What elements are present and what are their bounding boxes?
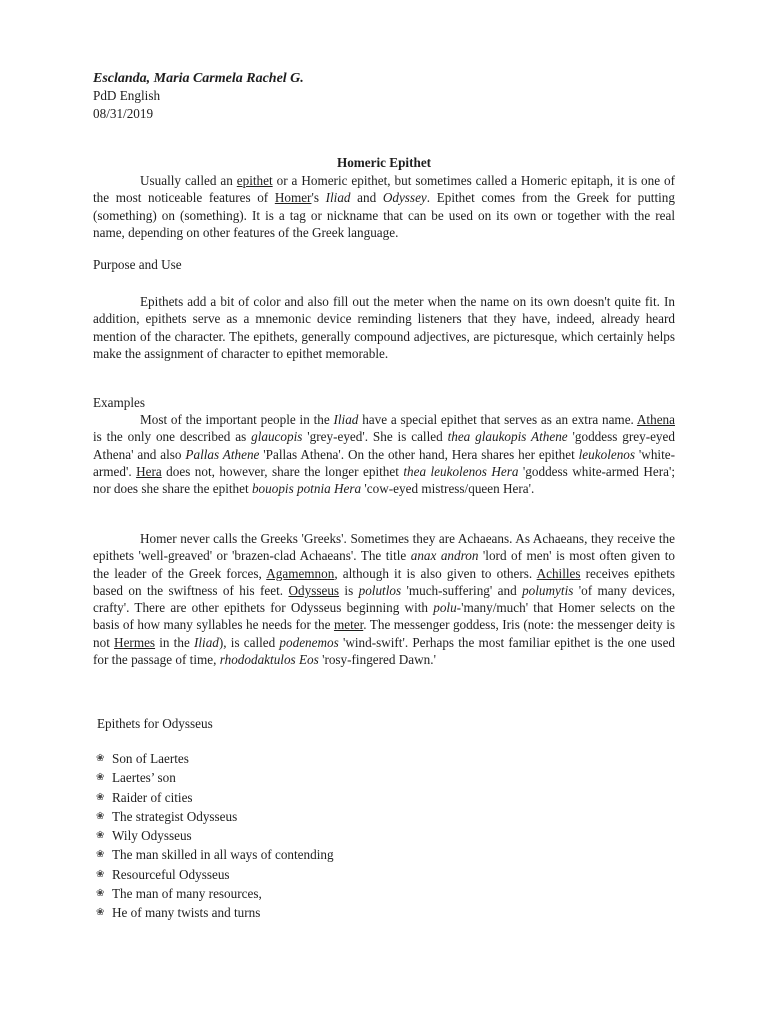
link-homer[interactable]: Homer (274, 190, 312, 206)
flower-bullet-icon: ❀ (96, 907, 105, 919)
document-title: Homeric Epithet (336, 155, 432, 170)
list-item (96, 845, 334, 864)
greeks-section (93, 530, 675, 668)
list-item (96, 826, 334, 845)
document-date: 08/31/2019 (93, 106, 154, 121)
list-item-text: Resourceful Odysseus (112, 866, 230, 882)
purpose-paragraph: Epithets add a bit of color and also fill out the meter when the name on its own doesn't quite fit. In addition, epithets serve as a mnemonic device reminding listeners that they have, indeed, already heard mention of the character. The epithets, generally compound adjectives, are picturesque, which certainly helps make the assignment of character to epithet memorable. (93, 294, 675, 361)
list-item-text: Son of Laertes (112, 751, 189, 766)
link-achilles[interactable]: Achilles (536, 565, 581, 581)
list-item-text: Wily Odysseus (112, 828, 192, 844)
flower-bullet-icon: ❀ (96, 868, 105, 880)
link-epithet[interactable]: epithet (236, 173, 273, 188)
list-item (96, 768, 334, 787)
link-meter[interactable]: meter (333, 617, 364, 633)
link-hera[interactable]: Hera (136, 463, 162, 479)
list-item-text: The man of many resources, (112, 886, 262, 902)
flower-bullet-icon: ❀ (96, 791, 105, 803)
flower-bullet-icon: ❀ (96, 753, 105, 764)
flower-bullet-icon: ❀ (96, 772, 105, 784)
list-item (96, 903, 334, 922)
purpose-heading: Purpose and Use (93, 257, 182, 272)
list-item (96, 788, 334, 807)
list-item-text: He of many twists and turns (112, 905, 261, 921)
link-agamemnon[interactable]: Agamemnon (266, 565, 335, 581)
flower-bullet-icon: ❀ (96, 830, 105, 842)
flower-bullet-icon: ❀ (96, 849, 105, 861)
list-item-text: The strategist Odysseus (112, 808, 238, 824)
epithets-list (96, 749, 334, 923)
examples-section (93, 411, 675, 497)
intro-section (93, 172, 675, 241)
list-item-text: The man skilled in all ways of contending (112, 847, 334, 863)
examples-paragraph: Most of the important people in the Iliad have a special epithet that serves as an extra name. Athena is the only one described as glaucopis 'grey-eyed'. She is called thea glaukopis Athene 'goddess grey-eyed Athena' and also Pallas Athene 'Pallas Athena'. On the other hand, Hera shares her epithet leukolenos 'white-armed'. Hera does not, however, share the longer epithet thea leukolenos Hera 'goddess white-armed Hera'; nor does she share the epithet bouopis potnia Hera 'cow-eyed mistress/queen Hera'. (93, 412, 676, 497)
link-athena[interactable]: Athena (636, 412, 675, 427)
list-item-text: Raider of cities (112, 789, 193, 805)
purpose-section (93, 293, 675, 362)
flower-bullet-icon: ❀ (96, 888, 105, 900)
link-odysseus[interactable]: Odysseus (288, 582, 340, 598)
link-hermes[interactable]: Hermes (114, 634, 156, 650)
list-item (96, 884, 334, 903)
epithets-list-title: Epithets for Odysseus (97, 716, 213, 731)
flower-bullet-icon: ❀ (96, 810, 105, 822)
list-item (96, 749, 334, 768)
course-name: PdD English (93, 88, 161, 103)
examples-heading: Examples (93, 395, 146, 410)
list-item-text: Laertes’ son (112, 770, 176, 786)
intro-paragraph: Usually called an epithet or a Homeric epithet, but sometimes called a Homeric epitaph, it is one of the most noticeable features of Homer's Iliad and Odyssey. Epithet comes from the Greek for putting (something) on (something). It is a tag or nickname that can be used on its own or together with the real name, depending on other features of the Greek language. (93, 173, 675, 240)
author-name: Esclanda, Maria Carmela Rachel G. (93, 71, 304, 86)
list-item (96, 807, 334, 826)
greeks-paragraph: Homer never calls the Greeks 'Greeks'. Sometimes they are Achaeans. As Achaeans, they receive the epithets 'well-greaved' or 'brazen-clad Achaeans'. The title anax andron 'lord of men' is most often given to the leader of the Greek forces, Agamemnon, although it is also given to others. Achilles receives epithets based on the swiftness of his feet. Odysseus is polutlos 'much-suffering' and polumytis 'of many devices, crafty'. There are other epithets for Odysseus beginning with polu-'many/much' that Homer selects on the basis of how many syllables he needs for the meter. The messenger goddess, Iris (note: the messenger deity is not Hermes in the Iliad), is called podenemos 'wind-swift'. Perhaps the most familiar epithet is the one used for the passage of time, rhododaktulos Eos 'rosy-fingered Dawn.' (93, 531, 676, 668)
list-item (96, 865, 334, 884)
